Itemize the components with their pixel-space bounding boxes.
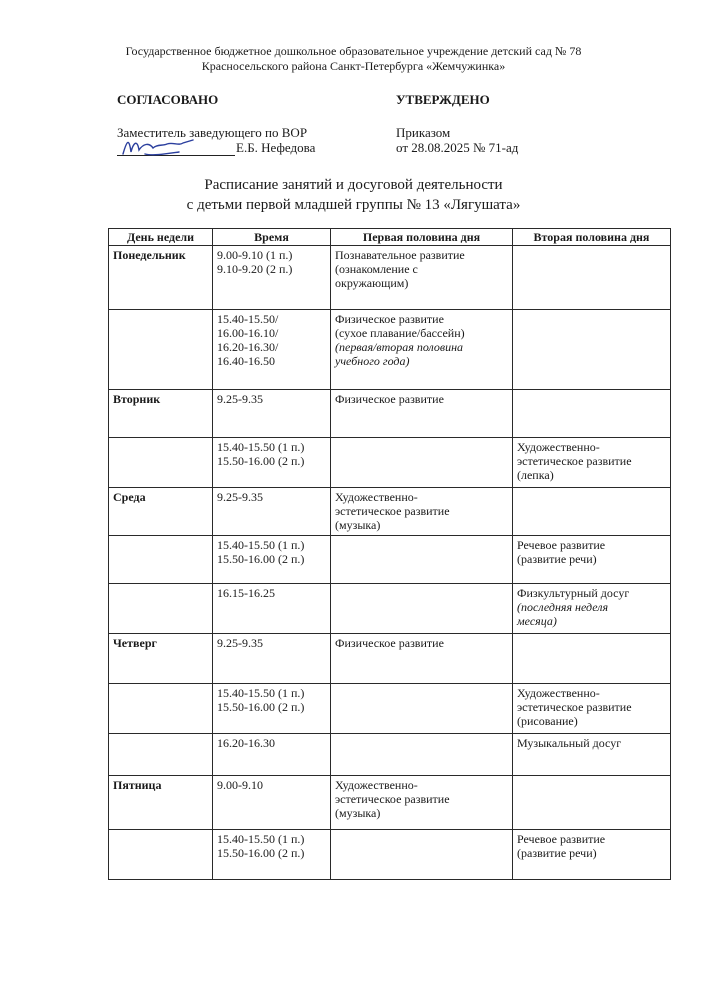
first-half-cell [331, 390, 513, 438]
institution-name: Государственное бюджетное дошкольное образовательное учреждение детский сад № 78 [125, 44, 582, 58]
approved-order-date: от 28.08.2025 № 71-ад [396, 140, 519, 155]
title-line-2: с детьми первой младшей группы № 13 «Лягушата» [186, 197, 521, 213]
time-cell [213, 634, 331, 684]
second-half-cell-note: (последняя неделя [517, 600, 609, 614]
second-half-cell-line: Речевое развитие [517, 538, 606, 552]
second-half-cell-note: месяца) [517, 614, 557, 628]
table-row [109, 536, 671, 584]
time-cell [213, 390, 331, 438]
table-row [109, 734, 671, 776]
second-half-cell [513, 634, 671, 684]
time-cell-line: 9.00-9.10 [217, 778, 263, 792]
first-half-cell [331, 634, 513, 684]
time-cell-line: 16.40-16.50 [217, 354, 275, 368]
schedule-body [109, 246, 671, 880]
day-cell [109, 536, 213, 584]
time-cell-line: 15.40-15.50 (1 п.) [217, 440, 305, 454]
second-half-cell-line: Музыкальный досуг [517, 736, 622, 750]
time-cell [213, 438, 331, 488]
day-cell: Понедельник [109, 246, 213, 310]
agreed-post: Заместитель заведующего по ВОР [117, 125, 308, 140]
time-cell-line: 9.00-9.10 (1 п.) [217, 248, 293, 262]
time-cell-line: 16.15-16.25 [217, 586, 275, 600]
first-half-cell [331, 488, 513, 536]
table-header-row [109, 229, 671, 246]
first-half-cell-line: окружающим) [335, 276, 409, 290]
second-half-cell-line: эстетическое развитие [517, 700, 632, 714]
first-half-cell-line: (музыка) [335, 518, 381, 532]
agreed-name: Е.Б. Нефедова [236, 140, 316, 155]
table-row [109, 246, 671, 310]
first-half-cell-note: учебного года) [335, 354, 410, 368]
day-cell [109, 734, 213, 776]
second-half-cell-line: эстетическое развитие [517, 454, 632, 468]
day-cell: Четверг [109, 634, 213, 684]
time-cell-line: 15.50-16.00 (2 п.) [217, 700, 305, 714]
time-cell [213, 536, 331, 584]
table-row [109, 684, 671, 734]
time-cell [213, 684, 331, 734]
first-half-cell-line: Физическое развитие [335, 312, 444, 326]
time-cell [213, 584, 331, 634]
second-half-cell-line: (развитие речи) [517, 552, 597, 566]
header-time: Время [213, 229, 331, 246]
approval-approved-block [396, 92, 656, 155]
first-half-cell [331, 684, 513, 734]
first-half-cell-line: (ознакомление с [335, 262, 418, 276]
approved-order: Приказом [396, 125, 451, 140]
time-cell-line: 15.40-15.50 (1 п.) [217, 832, 305, 846]
time-cell [213, 776, 331, 830]
second-half-cell [513, 734, 671, 776]
first-half-cell-line: (сухое плавание/бассейн) [335, 326, 465, 340]
time-cell-line: 9.25-9.35 [217, 392, 263, 406]
table-row [109, 776, 671, 830]
first-half-cell-line: эстетическое развитие [335, 504, 450, 518]
second-half-cell-line: (рисование) [517, 714, 578, 728]
schedule-table [108, 228, 671, 880]
institution-header [0, 44, 707, 74]
time-cell-line: 15.40-15.50 (1 п.) [217, 686, 305, 700]
table-row [109, 310, 671, 390]
second-half-cell-line: Физкультурный досуг [517, 586, 630, 600]
day-cell [109, 584, 213, 634]
table-row [109, 830, 671, 880]
approval-agreed-block [117, 92, 367, 158]
first-half-cell-line: Художественно- [335, 778, 418, 792]
first-half-cell [331, 734, 513, 776]
table-row [109, 488, 671, 536]
first-half-cell-line: Познавательное развитие [335, 248, 465, 262]
day-cell: Вторник [109, 390, 213, 438]
header-first-half: Первая половина дня [331, 229, 513, 246]
first-half-cell [331, 438, 513, 488]
time-cell-line: 16.00-16.10/ [217, 326, 279, 340]
day-cell: Среда [109, 488, 213, 536]
first-half-cell [331, 830, 513, 880]
time-cell-line: 15.50-16.00 (2 п.) [217, 552, 305, 566]
first-half-cell-line: Художественно- [335, 490, 418, 504]
second-half-cell-line: (лепка) [517, 468, 554, 482]
signature-row [117, 140, 367, 158]
second-half-cell [513, 438, 671, 488]
second-half-cell [513, 310, 671, 390]
first-half-cell-line: Физическое развитие [335, 636, 444, 650]
time-cell-line: 9.25-9.35 [217, 490, 263, 504]
agreed-heading: СОГЛАСОВАНО [117, 92, 219, 107]
time-cell-line: 15.50-16.00 (2 п.) [217, 454, 305, 468]
handwritten-signature [119, 134, 199, 160]
time-cell-line: 15.50-16.00 (2 п.) [217, 846, 305, 860]
day-cell [109, 438, 213, 488]
second-half-cell [513, 390, 671, 438]
first-half-cell-note: (первая/вторая половина [335, 340, 464, 354]
second-half-cell [513, 830, 671, 880]
second-half-cell [513, 536, 671, 584]
time-cell-line: 15.40-15.50 (1 п.) [217, 538, 305, 552]
second-half-cell-line: Художественно- [517, 686, 600, 700]
second-half-cell [513, 684, 671, 734]
first-half-cell-line: эстетическое развитие [335, 792, 450, 806]
time-cell-line: 15.40-15.50/ [217, 312, 279, 326]
header-day: День недели [109, 229, 213, 246]
second-half-cell [513, 584, 671, 634]
table-row [109, 584, 671, 634]
first-half-cell-line: Физическое развитие [335, 392, 444, 406]
first-half-cell [331, 584, 513, 634]
second-half-cell [513, 246, 671, 310]
header-second-half: Вторая половина дня [513, 229, 671, 246]
time-cell-line: 16.20-16.30/ [217, 340, 279, 354]
table-row [109, 438, 671, 488]
time-cell [213, 310, 331, 390]
time-cell [213, 830, 331, 880]
time-cell-line: 9.10-9.20 (2 п.) [217, 262, 293, 276]
document-title [0, 175, 707, 215]
day-cell [109, 830, 213, 880]
title-line-1: Расписание занятий и досуговой деятельности [204, 177, 503, 193]
time-cell [213, 246, 331, 310]
day-cell [109, 310, 213, 390]
second-half-cell [513, 776, 671, 830]
first-half-cell [331, 536, 513, 584]
institution-district: Красносельского района Санкт-Петербурга «Жемчужинка» [201, 59, 506, 73]
second-half-cell-line: (развитие речи) [517, 846, 597, 860]
first-half-cell [331, 776, 513, 830]
second-half-cell-line: Речевое развитие [517, 832, 606, 846]
second-half-cell [513, 488, 671, 536]
first-half-cell-line: (музыка) [335, 806, 381, 820]
day-cell [109, 684, 213, 734]
table-row [109, 390, 671, 438]
time-cell [213, 488, 331, 536]
time-cell [213, 734, 331, 776]
time-cell-line: 9.25-9.35 [217, 636, 263, 650]
second-half-cell-line: Художественно- [517, 440, 600, 454]
first-half-cell [331, 246, 513, 310]
table-row [109, 634, 671, 684]
day-cell: Пятница [109, 776, 213, 830]
first-half-cell [331, 310, 513, 390]
approved-heading: УТВЕРЖДЕНО [396, 92, 490, 107]
time-cell-line: 16.20-16.30 [217, 736, 275, 750]
